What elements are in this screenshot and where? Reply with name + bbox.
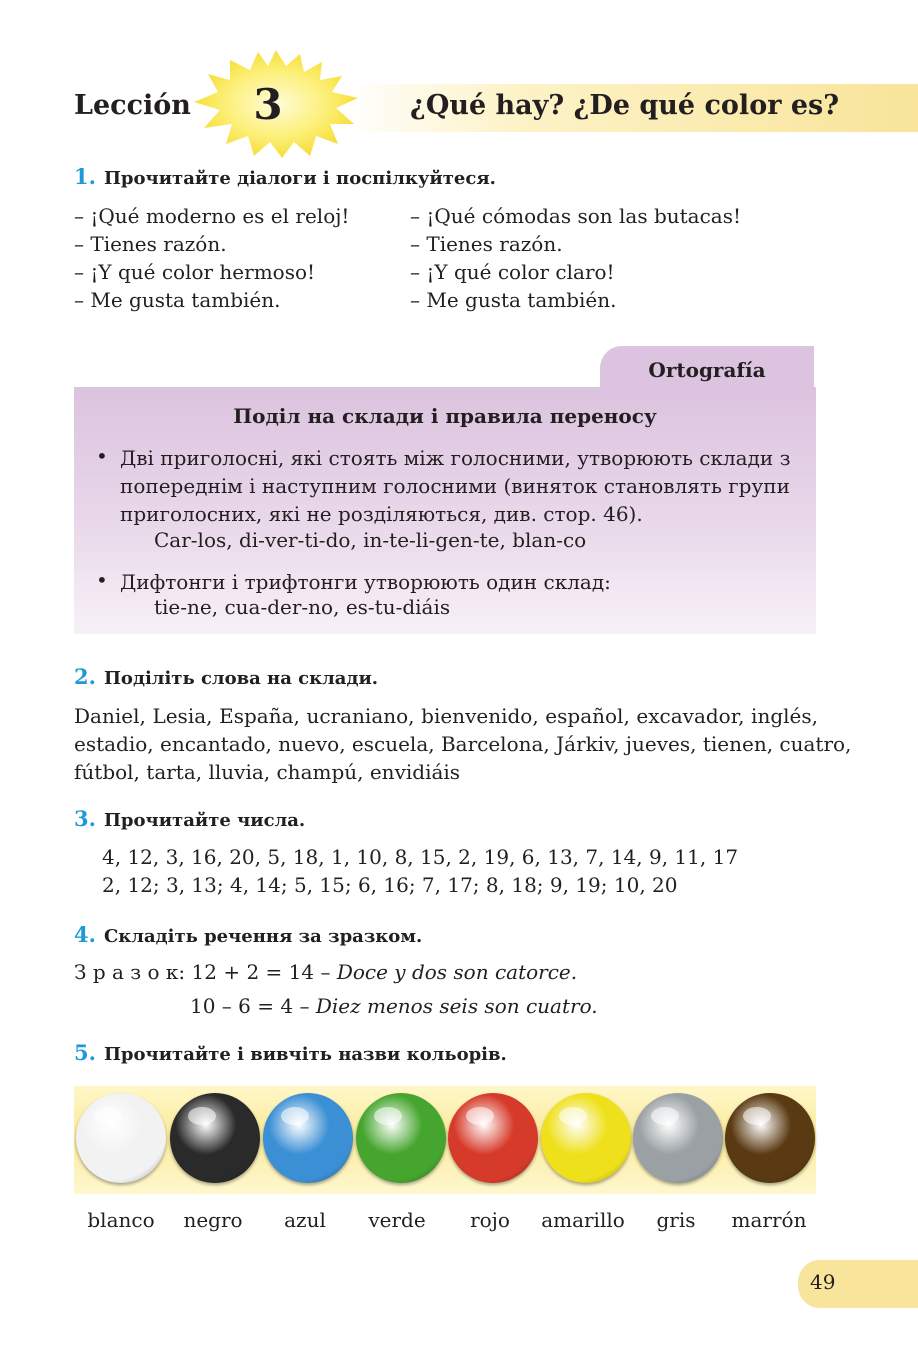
- color-label: amarillo: [541, 1208, 625, 1232]
- lesson-label: Lección: [74, 90, 191, 121]
- dialog-line: – Tienes razón.: [410, 232, 563, 256]
- exercise-number: 4.: [74, 922, 96, 947]
- color-label: marrón: [731, 1208, 807, 1232]
- red-ball-icon: [448, 1093, 538, 1183]
- numbers-line-1: 4, 12, 3, 16, 20, 5, 18, 1, 10, 8, 15, 2, 19, 6, 13, 7, 14, 9, 11, 17: [102, 845, 739, 869]
- yellow-ball-icon: [541, 1093, 631, 1183]
- example-line-1: [74, 960, 577, 984]
- exercise-number: 3.: [74, 806, 96, 831]
- exercise-number: 5.: [74, 1040, 96, 1065]
- exercise-2-heading: [74, 664, 378, 689]
- example-text: Diez menos seis son cuatro.: [315, 994, 598, 1018]
- page-number: 49: [810, 1270, 836, 1294]
- example-math: 12 + 2 = 14 –: [191, 960, 331, 984]
- color-label: blanco: [87, 1208, 155, 1232]
- color-label: rojo: [470, 1208, 510, 1232]
- rule-1: [120, 444, 791, 528]
- dialog-line: – Me gusta también.: [410, 288, 617, 312]
- brown-ball-icon: [725, 1093, 815, 1183]
- example-math: 10 – 6 = 4 –: [190, 994, 310, 1018]
- green-ball-icon: [356, 1093, 446, 1183]
- example-line-2: [190, 994, 598, 1018]
- black-ball-icon: [170, 1093, 260, 1183]
- rule-2-example: tie-ne, cua-der-no, es-tu-diáis: [154, 595, 451, 619]
- example-text: Doce y dos son catorce.: [336, 960, 578, 984]
- rule-2: Дифтонги і трифтонги утворюють один склад:: [120, 570, 611, 594]
- word-line: estadio, encantado, nuevo, escuela, Barcelona, Járkiv, jueves, tienen, cuatro,: [74, 732, 852, 756]
- exercise-instruction: Складіть речення за зразком.: [103, 926, 423, 947]
- word-line: fútbol, tarta, lluvia, champú, envidiáis: [74, 760, 461, 784]
- bullet-icon: •: [96, 568, 108, 592]
- example-label: З р а з о к:: [74, 960, 186, 984]
- exercise-instruction: Прочитайте і вивчіть назви кольорів.: [103, 1044, 507, 1065]
- exercise-number: 1.: [74, 164, 96, 189]
- dialog-line: – Tienes razón.: [74, 232, 227, 256]
- rule-line: Дві приголосні, які стоять між голосними, утворюють склади з: [120, 446, 791, 470]
- exercise-4-heading: [74, 922, 422, 947]
- exercise-instruction: Поділіть слова на склади.: [103, 668, 379, 689]
- ortografia-title: Поділ на склади і правила переносу: [233, 404, 657, 428]
- dialog-line: – ¡Y qué color claro!: [410, 260, 615, 284]
- dialog-line: – ¡Qué moderno es el reloj!: [74, 204, 350, 228]
- page-title: ¿Qué hay? ¿De qué color es?: [410, 90, 840, 121]
- exercise-3-heading: [74, 806, 305, 831]
- white-ball-icon: [76, 1093, 166, 1183]
- numbers-line-2: 2, 12; 3, 13; 4, 14; 5, 15; 6, 16; 7, 17; 8, 18; 9, 19; 10, 20: [102, 873, 678, 897]
- color-label: gris: [656, 1208, 696, 1232]
- dialog-line: – ¡Y qué color hermoso!: [74, 260, 316, 284]
- exercise-number: 2.: [74, 664, 96, 689]
- grey-ball-icon: [633, 1093, 723, 1183]
- rule-line: попереднім і наступним голосними (виняток становлять групи: [120, 474, 790, 498]
- color-label: azul: [284, 1208, 326, 1232]
- word-line: Daniel, Lesia, España, ucraniano, bienvenido, español, excavador, inglés,: [74, 704, 818, 728]
- dialog-line: – ¡Qué cómodas son las butacas!: [410, 204, 742, 228]
- color-label: verde: [368, 1208, 426, 1232]
- dialog-line: – Me gusta también.: [74, 288, 281, 312]
- lesson-number: 3: [253, 80, 283, 129]
- exercise-instruction: Прочитайте діалоги і поспілкуйтеся.: [103, 168, 496, 189]
- exercise-instruction: Прочитайте числа.: [103, 810, 306, 831]
- exercise-1-heading: [74, 164, 496, 189]
- color-label: negro: [183, 1208, 243, 1232]
- rule-line: приголосних, які не розділяються, див. стор. 46).: [120, 502, 643, 526]
- blue-ball-icon: [263, 1093, 353, 1183]
- rule-1-example: Car-los, di-ver-ti-do, in-te-li-gen-te, blan-co: [154, 528, 587, 552]
- dialog-right: [410, 202, 741, 314]
- dialog-left: [74, 202, 349, 314]
- bullet-icon: •: [96, 444, 108, 468]
- ortografia-tab-label: Ortografía: [648, 358, 766, 382]
- word-list: [74, 702, 852, 786]
- exercise-5-heading: [74, 1040, 507, 1065]
